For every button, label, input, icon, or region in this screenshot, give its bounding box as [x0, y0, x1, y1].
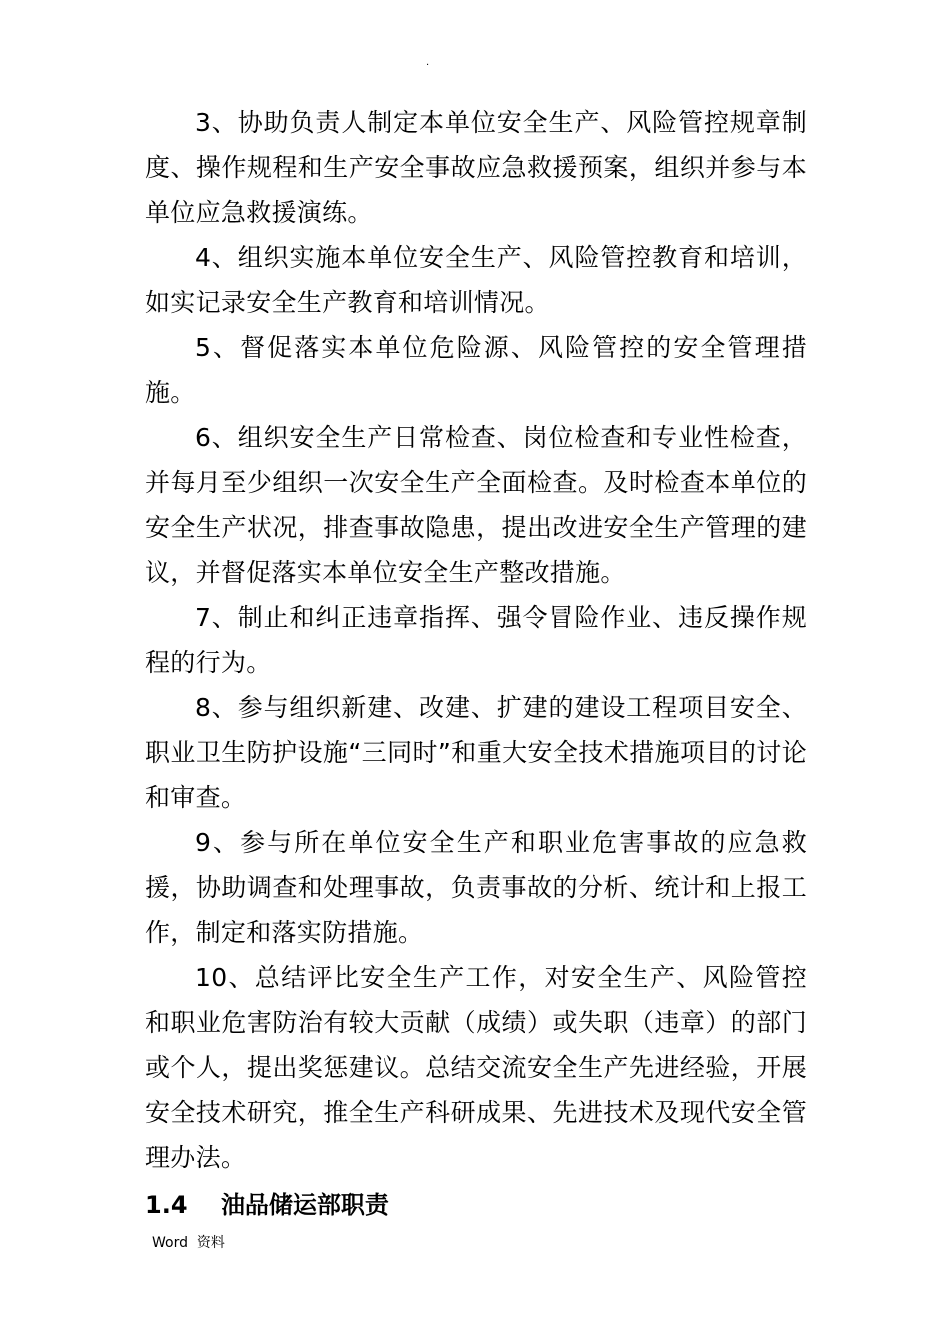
paragraph-item-10: 10、总结评比安全生产工作，对安全生产、风险管控和职业危害防治有较大贡献（成绩）或失职（违章）的部门或个人，提出奖惩建议。总结交流安全生产先进经验，开展安全技术研究，推全生产科研成果、先进技术及现代安全管理办法。 [145, 963, 807, 1172]
paragraph-item-7: 7、制止和纠正违章指挥、强令冒险作业、违反操作规程的行为。 [145, 603, 807, 677]
paragraph-item-3: 3、协助负责人制定本单位安全生产、风险管控规章制度、操作规程和生产安全事故应急救援预案，组织并参与本单位应急救援演练。 [145, 108, 807, 227]
page-footer: Word 资料 [152, 1235, 225, 1251]
document-body [145, 100, 807, 1228]
header-mark: . [426, 57, 430, 68]
paragraph-item-9: 9、参与所在单位安全生产和职业危害事故的应急救援，协助调查和处理事故，负责事故的分析、统计和上报工作，制定和落实防措施。 [145, 828, 807, 947]
paragraph-item-6: 6、组织安全生产日常检查、岗位检查和专业性检查，并每月至少组织一次安全生产全面检查。及时检查本单位的安全生产状况，排查事故隐患，提出改进安全生产管理的建议，并督促落实本单位安全生产整改措施。 [145, 423, 807, 587]
paragraph-item-8: 8、参与组织新建、改建、扩建的建设工程项目安全、职业卫生防护设施“三同时”和重大安全技术措施项目的讨论和审查。 [145, 693, 807, 812]
paragraph-item-5: 5、督促落实本单位危险源、风险管控的安全管理措施。 [145, 333, 807, 407]
section-number: 1.4 [145, 1191, 188, 1219]
section-title: 油品储运部职责 [220, 1191, 389, 1219]
paragraph-item-4: 4、组织实施本单位安全生产、风险管控教育和培训，如实记录安全生产教育和培训情况。 [145, 243, 807, 317]
section-heading [145, 1180, 807, 1228]
